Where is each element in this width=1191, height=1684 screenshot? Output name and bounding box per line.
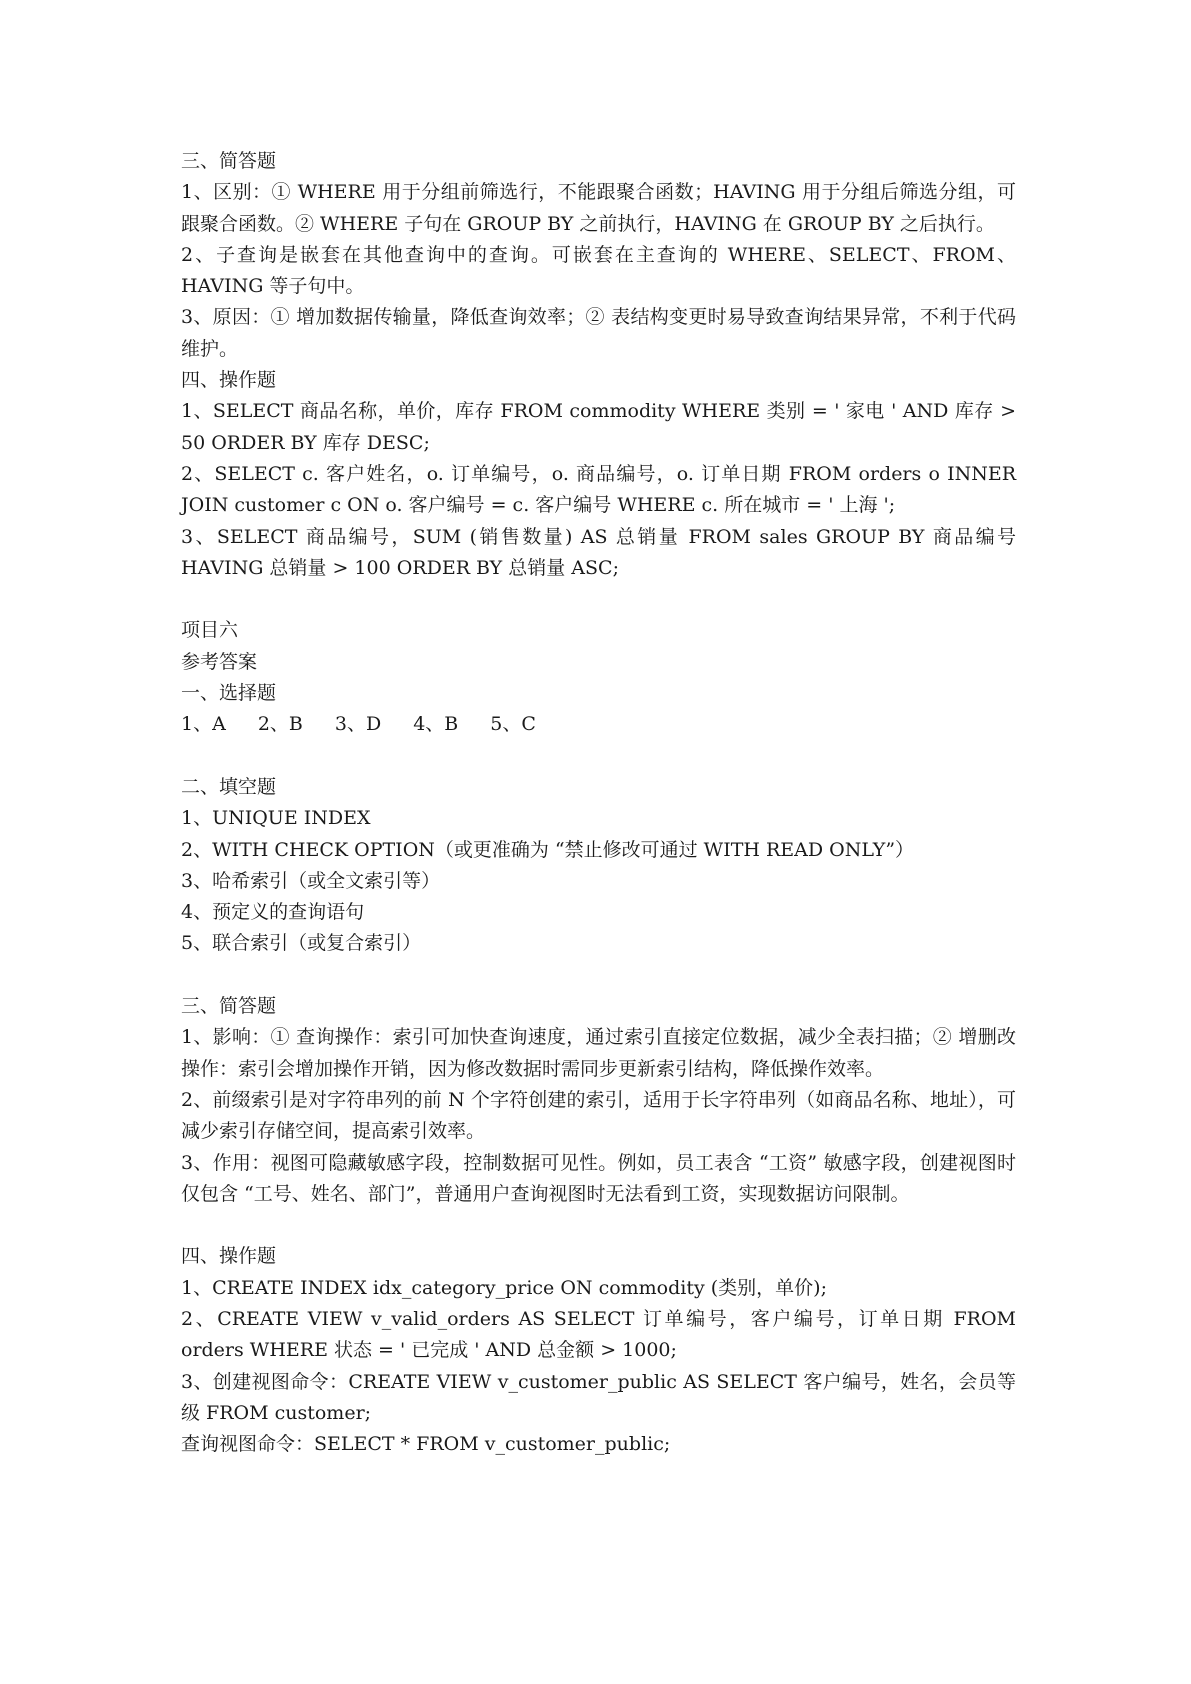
text-line: 5、联合索引（或复合索引） [181, 932, 422, 955]
choice-answer: 4、B [413, 713, 459, 736]
text-line: 4、预定义的查询语句 [181, 901, 365, 924]
text-line: 二、填空题 [181, 775, 277, 798]
text-line: 3、SELECT 商品编号，SUM (销售数量) AS 总销量 FROM sales GROUP BY 商品编号 HAVING 总销量 > 100 ORDER BY 总销量 ASC; [181, 525, 1016, 579]
text-line: 3、原因：① 增加数据传输量，降低查询效率；② 表结构变更时易导致查询结果异常，不利于代码维护。 [181, 306, 1016, 360]
text-line: 2、WITH CHECK OPTION（或更准确为 “禁止修改可通过 WITH READ ONLY”） [181, 838, 915, 861]
blank-line [181, 584, 1016, 615]
choice-answer: 3、D [334, 713, 382, 736]
text-line: 1、CREATE INDEX idx_category_price ON commodity (类别，单价); [181, 1276, 828, 1299]
choice-answer: 5、C [490, 713, 536, 736]
text-line: 2、CREATE VIEW v_valid_orders AS SELECT 订单编号，客户编号，订单日期 FROM orders WHERE 状态 = ' 已完成 ' AND 总金额 > 1000; [181, 1307, 1016, 1362]
text-line: 三、简答题 [181, 995, 277, 1018]
text-line: 2、子查询是嵌套在其他查询中的查询。可嵌套在主查询的 WHERE、SELECT、FROM、HAVING 等子句中。 [181, 243, 1016, 298]
text-line: 1、影响：① 查询操作：索引可加快查询速度，通过索引直接定位数据，减少全表扫描；② 增删改操作：索引会增加操作开销，因为修改数据时需同步更新索引结构，降低操作效率。 [181, 1026, 1016, 1080]
text-line: 3、创建视图命令：CREATE VIEW v_customer_public AS SELECT 客户编号，姓名，会员等级 FROM customer; [181, 1370, 1016, 1424]
choice-answers [181, 709, 1016, 740]
document-body [181, 146, 1016, 1460]
blank-line [181, 1210, 1016, 1241]
text-line: 查询视图命令：SELECT * FROM v_customer_public; [181, 1433, 671, 1456]
text-line: 四、操作题 [181, 369, 277, 392]
text-line: 1、SELECT 商品名称，单价，库存 FROM commodity WHERE 类别 = ' 家电 ' AND 库存 > 50 ORDER BY 库存 DESC; [181, 400, 1016, 454]
text-line: 2、前缀索引是对字符串列的前 N 个字符创建的索引，适用于长字符串列（如商品名称、地址），可减少索引存储空间，提高索引效率。 [181, 1088, 1016, 1143]
blank-line [181, 960, 1016, 991]
text-line: 3、哈希索引（或全文索引等） [181, 869, 441, 892]
text-line: 2、SELECT c. 客户姓名，o. 订单编号，o. 商品编号，o. 订单日期 FROM orders o INNER JOIN customer c ON o. 客户编号 = c. 客户编号 WHERE c. 所在城市 = ' 上海 '; [181, 462, 1016, 517]
text-line: 四、操作题 [181, 1245, 277, 1268]
text-line: 1、区别：① WHERE 用于分组前筛选行，不能跟聚合函数；HAVING 用于分组后筛选分组，可跟聚合函数。② WHERE 子句在 GROUP BY 之前执行，HAVING 在 GROUP BY 之后执行。 [181, 181, 1016, 235]
text-line: 3、作用：视图可隐藏敏感字段，控制数据可见性。例如，员工表含 “工资” 敏感字段，创建视图时仅包含 “工号、姓名、部门”，普通用户查询视图时无法看到工资，实现数据访问限制。 [181, 1151, 1016, 1205]
choice-answer: 2、B [257, 713, 303, 736]
text-line: 1、UNIQUE INDEX [181, 807, 371, 830]
blank-line [181, 741, 1016, 772]
text-line: 三、简答题 [181, 150, 277, 172]
text-line: 一、选择题 [181, 682, 277, 705]
text-line: 项目六 [181, 619, 239, 642]
text-line: 参考答案 [181, 650, 258, 673]
choice-answer: 1、A [181, 713, 226, 736]
